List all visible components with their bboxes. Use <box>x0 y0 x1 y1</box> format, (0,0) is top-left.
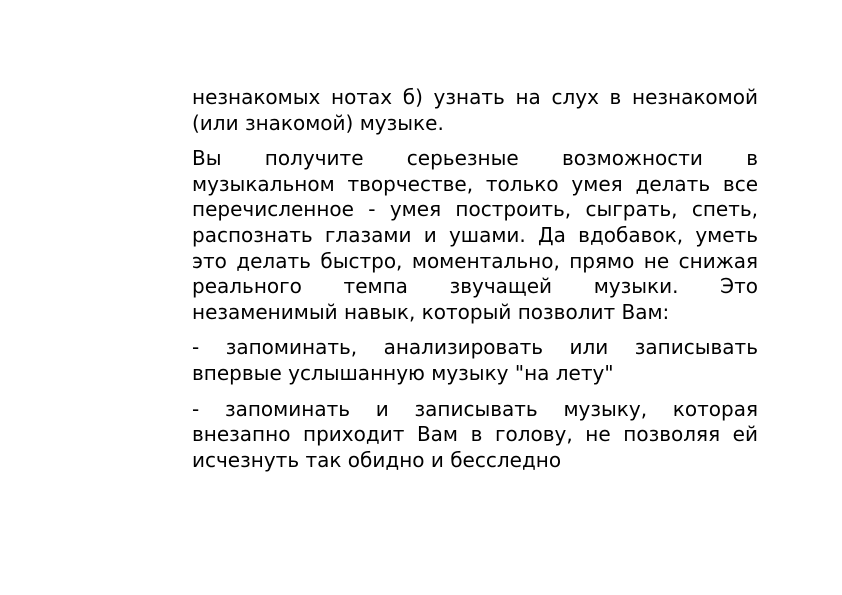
body-text <box>192 85 758 483</box>
paragraph-3: - запоминать, анализировать или записывать впервые услышанную музыку "на лету" <box>192 335 758 385</box>
paragraph-4: - запоминать и записывать музыку, которая внезапно приходит Вам в голову, не позволяя ей исчезнуть так обидно и бесследно <box>192 396 758 472</box>
paragraph-2: Вы получите серьезные возможности в музыкальном творчестве, только умея делать все перечисленное - умея построить, сыграть, спеть, распознать глазами и ушами. Да вдобавок, уметь это делать быстро, моментально, прямо не снижая реального темпа звучащей музыки. Это незаменимый навык, который позволит Вам: <box>192 146 758 324</box>
paragraph-1: незнакомых нотах б) узнать на слух в незнакомой (или знакомой) музыке. <box>192 85 758 135</box>
